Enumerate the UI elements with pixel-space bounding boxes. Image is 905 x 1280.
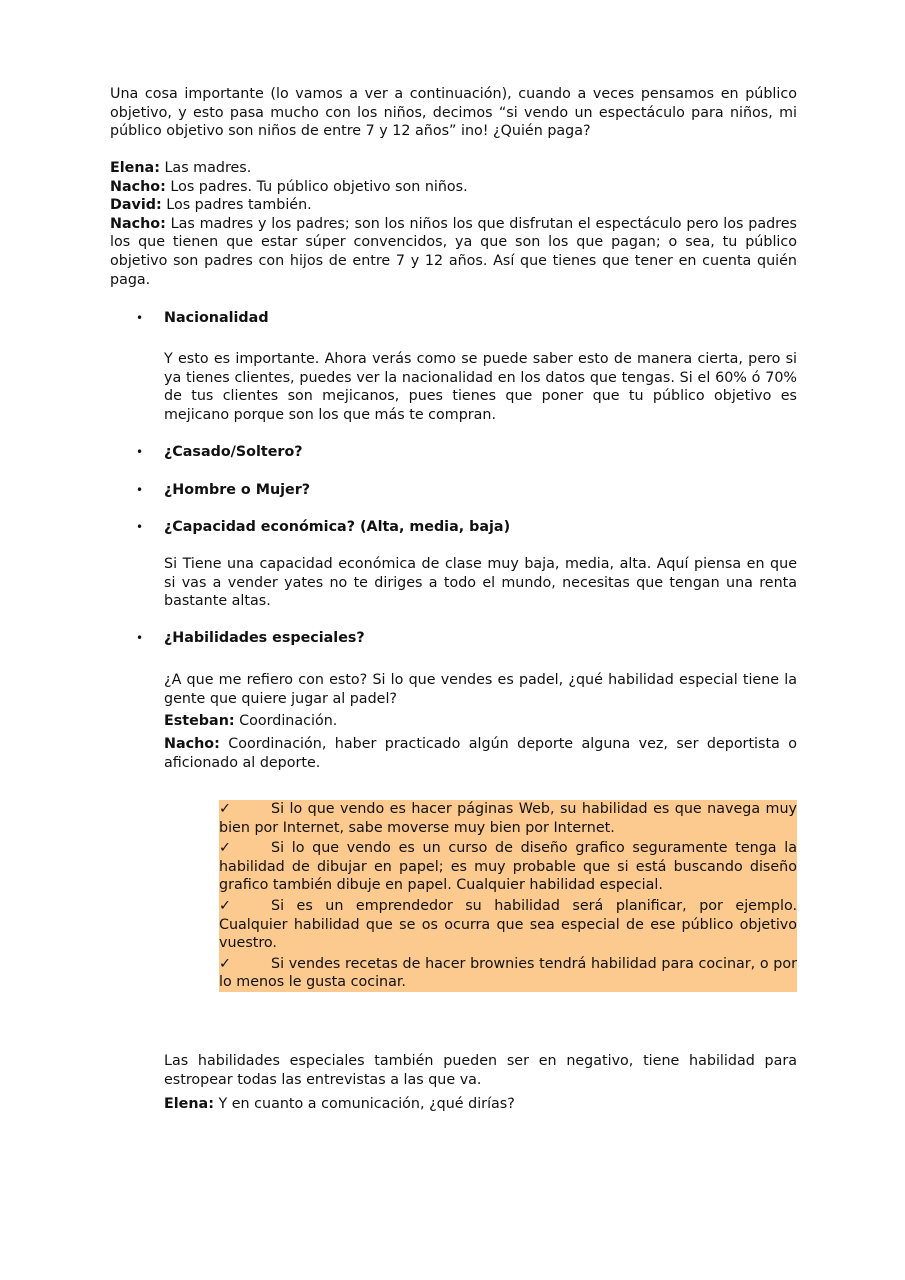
dialog-line <box>110 196 797 215</box>
checkmark-icon: ✓ <box>219 840 231 857</box>
speaker-name: Elena: <box>110 160 160 176</box>
highlighted-checklist <box>219 800 797 992</box>
dialog-block <box>110 159 797 289</box>
speaker-name: Esteban: <box>164 713 235 729</box>
dialog-line <box>110 178 797 197</box>
bullet-icon: • <box>136 445 144 459</box>
dialog-line <box>110 215 797 289</box>
section-title-hombre: ¿Hombre o Mujer? <box>164 482 311 498</box>
speaker-name: Elena: <box>164 1096 214 1112</box>
dialog-text: Coordinación, haber practicado algún deporte alguna vez, ser deportista o aficionado al deporte. <box>164 736 797 771</box>
section-title-casado: ¿Casado/Soltero? <box>164 444 303 460</box>
dialog-text: Los padres. Tu público objetivo son niños. <box>165 178 468 195</box>
dialog-line <box>164 1095 797 1114</box>
section-title-nacionalidad: Nacionalidad <box>164 310 269 326</box>
checklist-item <box>219 955 797 992</box>
dialog-text: Las madres. <box>159 160 252 176</box>
dialog-text: Y en cuanto a comunicación, ¿qué dirías? <box>213 1096 515 1112</box>
checklist-text: Si es un emprendedor su habilidad será planificar, por ejemplo. Cualquier habilidad que se os ocurra que sea especial de ese público objetivo vuestro. <box>219 897 797 952</box>
dialog-line <box>110 159 797 178</box>
dialog-line <box>164 735 797 772</box>
speaker-name: Nacho: <box>110 178 166 195</box>
bullet-icon: • <box>136 520 144 534</box>
speaker-name: Nacho: <box>110 215 166 232</box>
dialog-line <box>164 712 797 731</box>
section-body-habilidades: ¿A que me refiero con esto? Si lo que vendes es padel, ¿qué habilidad especial tiene la gente que quiere jugar al padel? <box>164 672 797 707</box>
bullet-icon: • <box>136 311 144 325</box>
intro-paragraph: Una cosa importante (lo vamos a ver a continuación), cuando a veces pensamos en público objetivo, y esto pasa mucho con los niños, decimos “si vendo un espectáculo para niños, mi público objetivo son niños de entre 7 y 12 años” ino! ¿Quién paga? <box>110 86 797 140</box>
checklist-text: Si lo que vendo es un curso de diseño grafico seguramente tenga la habilidad de dibujar en papel; es muy probable que si está buscando diseño grafico también dibuje en papel. Cualquier habilidad especial. <box>219 840 797 894</box>
dialog-text: Las madres y los padres; son los niños los que disfrutan el espectáculo pero los padres los que tienen que estar súper convencidos, ya que son los que pagan; o sea, tu público objetivo son padres con hijos de entre 7 y 12 años. Así que tienes que tener en cuenta quién paga. <box>110 215 797 288</box>
checkmark-icon: ✓ <box>219 897 231 914</box>
speaker-name: David: <box>110 197 162 214</box>
speaker-name: Nacho: <box>164 736 220 752</box>
section-title-capacidad: ¿Capacidad económica? (Alta, media, baja) <box>164 519 511 535</box>
checkmark-icon: ✓ <box>219 801 231 817</box>
dialog-text: Coordinación. <box>234 713 338 729</box>
checklist-text: Si lo que vendo es hacer páginas Web, su habilidad es que navega muy bien por Internet, sabe moverse muy bien por Internet. <box>219 801 797 836</box>
section-body-nacionalidad: Y esto es importante. Ahora verás como se puede saber esto de manera cierta, pero si ya tienes clientes, puedes ver la nacionalidad en los datos que tengas. Si el 60% ó 70% de tus clientes son mejicanos, pues tienes que poner que tu público objetivo es mejicano porque son los que más te compran. <box>164 351 797 423</box>
section-body-capacidad: Si Tiene una capacidad económica de clase muy baja, media, alta. Aquí piensa en que si vas a vender yates no te diriges a todo el mundo, necesitas que tengan una renta bastante altas. <box>164 556 797 610</box>
checkmark-icon: ✓ <box>219 955 231 972</box>
checklist-text: Si vendes recetas de hacer brownies tendrá habilidad para cocinar, o por lo menos le gusta cocinar. <box>219 955 797 991</box>
bullet-icon: • <box>136 483 144 497</box>
checklist-item <box>219 839 797 895</box>
dialog-text: Los padres también. <box>161 197 312 214</box>
section-title-habilidades: ¿Habilidades especiales? <box>164 630 365 646</box>
bullet-icon: • <box>136 631 144 645</box>
closing-paragraph: Las habilidades especiales también pueden ser en negativo, tiene habilidad para estropear todas las entrevistas a las que va. <box>164 1053 797 1088</box>
checklist-item <box>219 800 797 837</box>
checklist-item <box>219 897 797 953</box>
